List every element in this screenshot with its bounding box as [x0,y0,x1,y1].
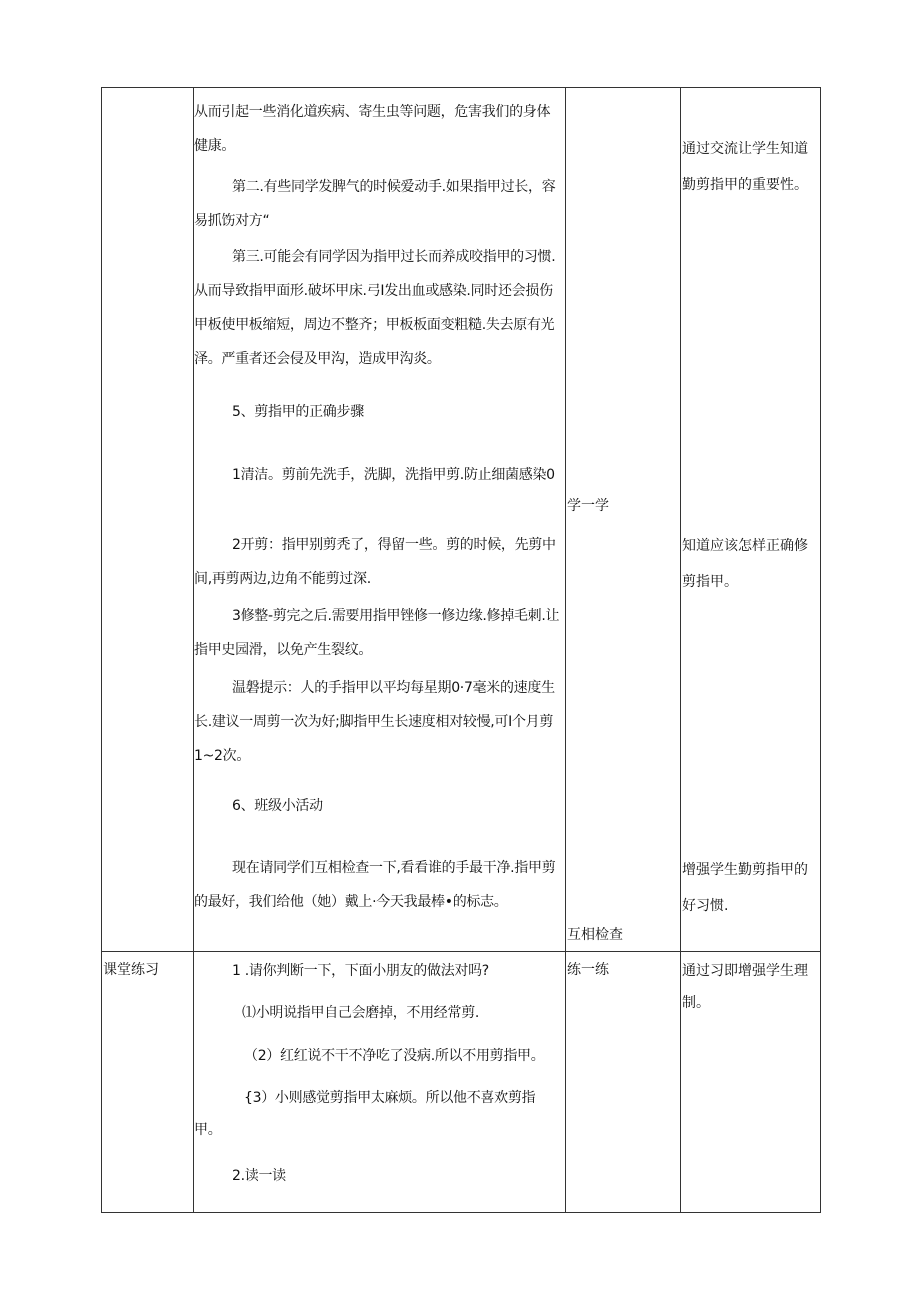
section-heading: 5、剪指甲的正确步骤 [232,404,364,420]
tip-paragraph: 温磐提示：人的手指甲以平均每星期0·7毫米的速度生长.建议一周剪一次为好;脚指甲生长速度相对较慢,可I个月剪1~2次。 [194,680,555,764]
question-item: 2.读一读 [232,1168,286,1184]
intent-text: 知道应该怎样正确修剪指甲。 [682,538,808,590]
step-item: 3修整-剪完之后.需要用指甲锉修一修边缘.修掉毛刺.让指甲史园滑，以免产生裂纹。 [194,608,560,658]
row2-label-cell [102,952,194,1213]
step-item: 2开剪：指甲别剪秃了，得留一些。剪的时候，先剪中间,再剪两边,边角不能剪过深. [194,537,556,587]
content-paragraph: 第三.可能会有同学因为指甲过长而养成咬指甲的习惯.从而导致指甲面形.破坏甲床.弓I发出血或感染.同时还会损伤甲板使甲板缩短，周边不整齐；甲板板面变粗糙.失去原有光泽。严重者还会侵及甲沟，造成甲沟炎。 [194,249,556,367]
content-paragraph: 从而引起一些消化道疾病、寄生虫等问题，危害我们的身体健康。 [194,104,551,154]
question-item: 1 .请你判断一下，下面小朋友的做法对吗? [232,963,489,979]
table-row [102,952,821,1213]
section-heading: 6、班级小活动 [232,798,323,814]
intent-text: 增强学生勤剪指甲的好习惯. [682,862,808,914]
activity-label: 学一学 [567,498,609,514]
row1-intent-cell [681,88,821,952]
row1-label-cell [102,88,194,952]
question-option: ⑴小明说指甲自己会磨掉，不用经常剪. [242,1005,480,1021]
row2-content-cell [194,952,566,1213]
row1-activity-cell [566,88,681,952]
activity-label: 互相检查 [567,927,623,943]
row2-activity-cell [566,952,681,1213]
content-paragraph: 第二.有些同学发脾气的时候爱动手.如果指甲过长，容易抓饬对方“ [194,179,556,229]
table-row [102,88,821,952]
step-item: 1清洁。剪前先洗手，洗脚，洗指甲剪.防止细菌感染0 [232,467,555,483]
content-paragraph: 现在请同学们互相检查一下,看看谁的手最干净.指甲剪的最好，我们给他（她）戴上·今天我最棒•的标志。 [194,860,556,910]
question-option: {3）小则感觉剪指甲太麻烦。所以他不喜欢剪指甲。 [194,1090,536,1138]
lesson-plan-table [101,87,821,1213]
row2-intent-cell [681,952,821,1213]
intent-text: 通过交流让学生知道勤剪指甲的重要性。 [682,141,808,193]
row1-content-cell [194,88,566,952]
row-label: 课堂练习 [103,962,159,978]
intent-text: 通过习即增强学生理制。 [682,963,808,1011]
activity-label: 练一练 [567,962,609,978]
question-option: （2）红红说不干不净吃了没病.所以不用剪指甲。 [244,1048,545,1064]
